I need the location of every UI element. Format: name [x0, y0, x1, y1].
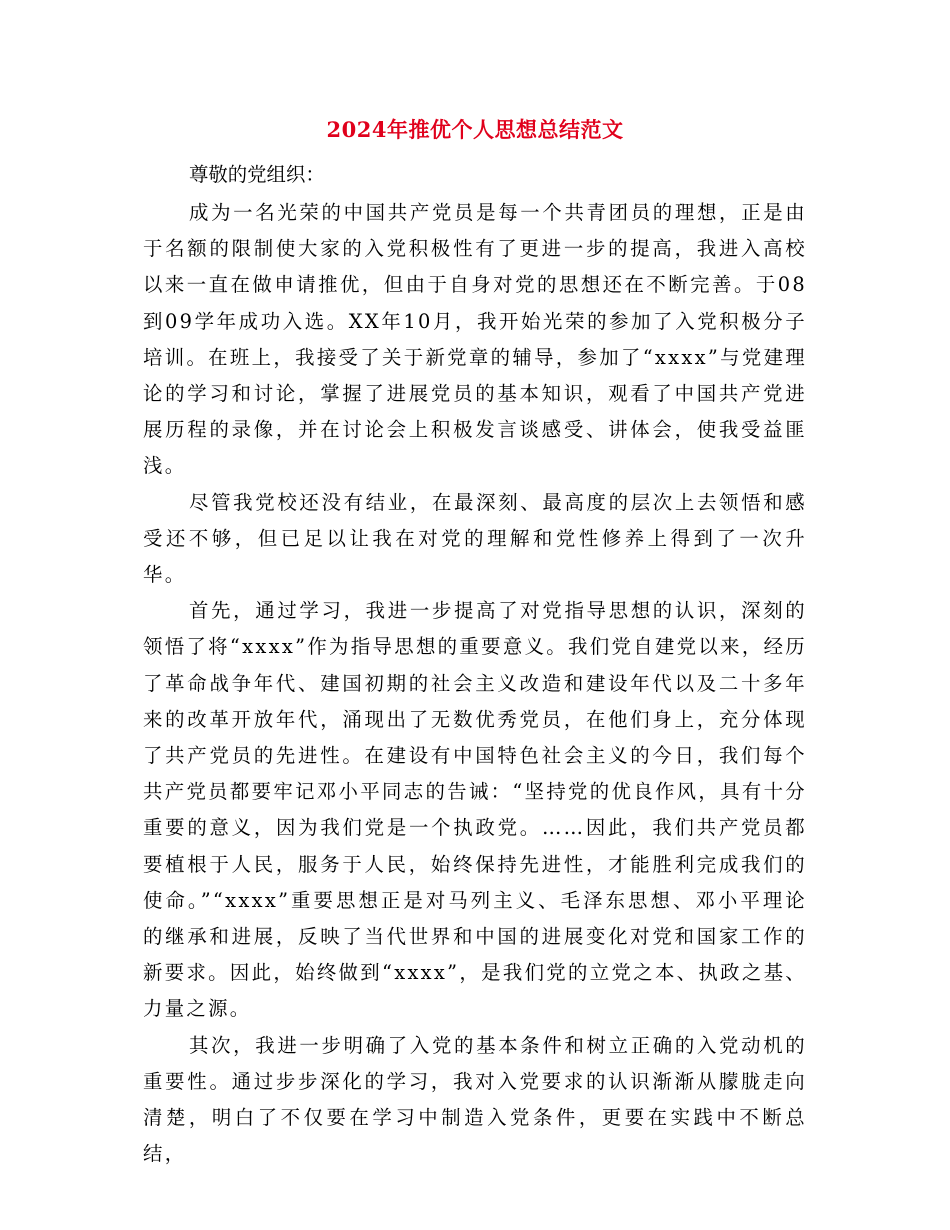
paragraph-4: 其次，我进一步明确了入党的基本条件和树立正确的入党动机的重要性。通过步步深化的学习，我对入党要求的认识渐渐从朦胧走向清楚，明白了不仅要在学习中制造入党条件，更要在实践中不断总结， [143, 1033, 807, 1166]
salutation: 尊敬的党组织： [189, 163, 325, 186]
paragraph-3: 首先，通过学习，我进一步提高了对党指导思想的认识，深刻的领悟了将“xxxx”作为指导思想的重要意义。我们党自建党以来，经历了革命战争年代、建国初期的社会主义改造和建设年代以及二十多年来的改革开放年代，涌现出了无数优秀党员，在他们身上，充分体现了共产党员的先进性。在建设有中国特色社会主义的今日，我们每个共产党员都要牢记邓小平同志的告诫：“坚持党的优良作风，具有十分重要的意义，因为我们党是一个执政党。……因此，我们共产党员都要植根于人民，服务于人民，始终保持先进性，才能胜利完成我们的使命。”“xxxx”重要思想正是对马列主义、毛泽东思想、邓小平理论的继承和进展，反映了当代世界和中国的进展变化对党和国家工作的新要求。因此，始终做到“xxxx”，是我们党的立党之本、执政之基、力量之源。 [143, 599, 807, 1021]
paragraph-1: 成为一名光荣的中国共产党员是每一个共青团员的理想，正是由于名额的限制使大家的入党积极性有了更进一步的提高，我进入高校以来一直在做申请推优，但由于自身对党的思想还在不断完善。于08到09学年成功入选。XX年10月，我开始光荣的参加了入党积极分子培训。在班上，我接受了关于新党章的辅导，参加了“xxxx”与党建理论的学习和讨论，掌握了进展党员的基本知识，观看了中国共产党进展历程的录像，并在讨论会上积极发言谈感受、讲体会，使我受益匪浅。 [143, 201, 807, 478]
paragraph-2: 尽管我党校还没有结业，在最深刻、最高度的层次上去领悟和感受还不够，但已足以让我在对党的理解和党性修养上得到了一次升华。 [143, 490, 807, 587]
document-title: 2024年推优个人思想总结范文 [326, 117, 624, 142]
document-body [143, 157, 807, 1172]
